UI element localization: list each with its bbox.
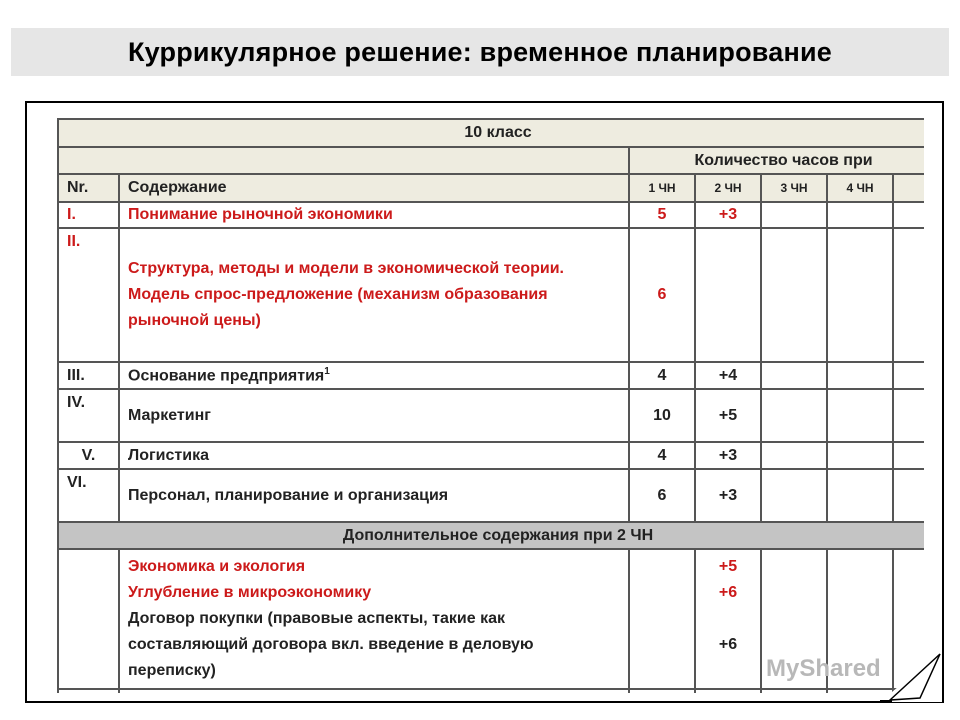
row-hours-1: 10 — [629, 389, 695, 442]
row-content: Структура, методы и модели в экономической теории. Модель спрос-предложение (механизм образования рыночной цены) — [119, 228, 629, 362]
extra-hours-2 — [695, 549, 761, 689]
extra-line: Договор покупки (правовые аспекты, такие как — [128, 610, 506, 627]
table-row — [58, 442, 924, 469]
extra-line: Экономика и экология — [128, 558, 306, 575]
curriculum-table — [57, 118, 924, 693]
grade-header: 10 класс — [58, 119, 924, 147]
hours-header-spacer — [58, 147, 629, 174]
page-curl-icon — [880, 650, 942, 702]
grade-header-row — [58, 119, 924, 147]
extra-header: Дополнительное содержания при 2 ЧН — [58, 522, 924, 549]
watermark: MyShared — [766, 655, 881, 682]
row-content: Понимание рыночной экономики — [119, 202, 629, 228]
extra-hours: +6 — [718, 584, 738, 601]
table-row — [58, 469, 924, 522]
col-4ch-header: 4 ЧН — [827, 174, 893, 202]
row-content: Маркетинг — [119, 389, 629, 442]
row-hours-2: +3 — [695, 202, 761, 228]
table-row — [58, 228, 924, 362]
row-hours-2 — [695, 228, 761, 362]
footnote-mark: 1 — [324, 365, 330, 377]
table-row — [58, 389, 924, 442]
column-header-row — [58, 174, 924, 202]
row-nr: V. — [58, 442, 119, 469]
table-row — [58, 202, 924, 228]
col-1ch-header: 1 ЧН — [629, 174, 695, 202]
row-hours-1: 4 — [629, 362, 695, 389]
row-nr: VI. — [58, 469, 119, 522]
row-hours-1: 5 — [629, 202, 695, 228]
extra-hours: +5 — [718, 558, 738, 575]
row-hours-1: 6 — [629, 228, 695, 362]
row-nr: I. — [58, 202, 119, 228]
row-hours-1: 4 — [629, 442, 695, 469]
col-nr-header: Nr. — [58, 174, 119, 202]
extra-line: Углубление в микроэкономику — [128, 584, 372, 601]
row-nr: III. — [58, 362, 119, 389]
table-row — [58, 362, 924, 389]
extra-header-row — [58, 522, 924, 549]
row-content: Логистика — [119, 442, 629, 469]
row-nr: II. — [58, 228, 119, 362]
col-extra-header — [893, 174, 924, 202]
col-3ch-header: 3 ЧН — [761, 174, 827, 202]
row-content-cell — [119, 362, 629, 389]
row-hours-2: +3 — [695, 442, 761, 469]
row-hours-2: +5 — [695, 389, 761, 442]
document-frame — [25, 101, 944, 703]
title-bar — [11, 28, 949, 76]
extra-line: переписку) — [128, 662, 216, 679]
row-nr: IV. — [58, 389, 119, 442]
col-2ch-header: 2 ЧН — [695, 174, 761, 202]
hours-header-row — [58, 147, 924, 174]
extra-line: составляющий договора вкл. введение в деловую — [128, 636, 534, 653]
hours-header: Количество часов при — [629, 147, 924, 174]
extra-content — [119, 549, 629, 689]
row-hours-1: 6 — [629, 469, 695, 522]
row-content: Персонал, планирование и организация — [119, 469, 629, 522]
row-hours-2: +3 — [695, 469, 761, 522]
extra-hours: +6 — [718, 636, 738, 653]
row-hours-2: +4 — [695, 362, 761, 389]
table-clip — [57, 118, 924, 693]
page-title: Куррикулярное решение: временное планирование — [128, 36, 832, 67]
col-content-header: Содержание — [119, 174, 629, 202]
row-content: Основание предприятия — [128, 367, 325, 385]
